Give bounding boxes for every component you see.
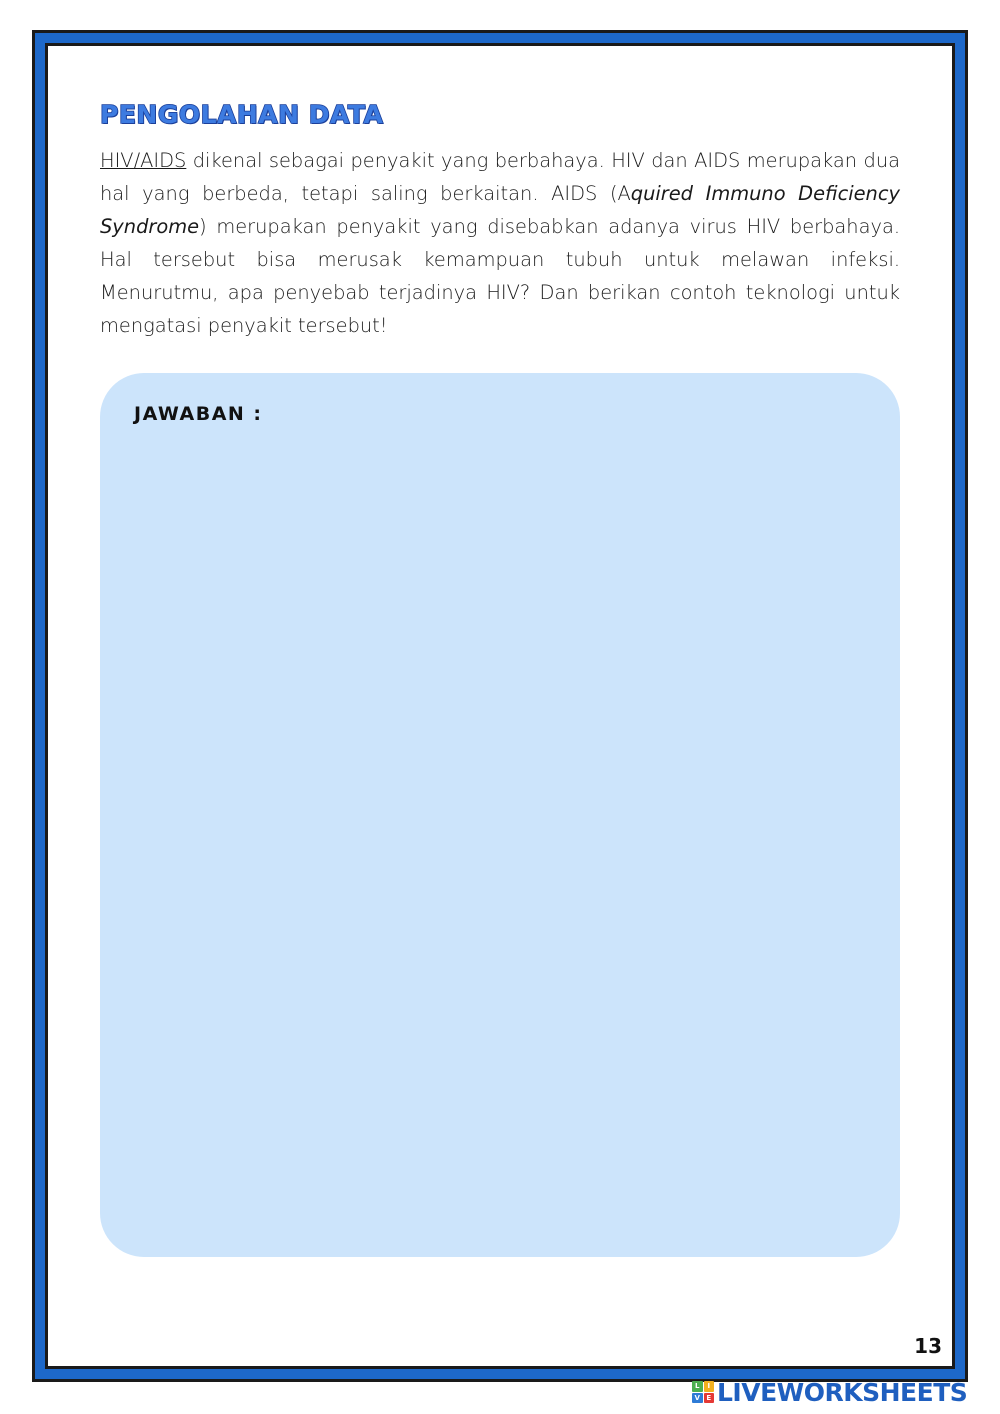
answer-label: JAWABAN : [134,403,263,425]
logo-letter-l: L [692,1381,703,1392]
page-border-inner-line [45,43,955,1369]
paragraph-text-1: dikenal sebagai penyakit yang berbahaya. HIV dan AIDS merupakan dua hal yang berbeda, tetapi saling berkaitan. AIDS (A [100,149,900,205]
logo-letter-v: V [692,1393,703,1404]
hiv-aids-term: HIV/AIDS [100,149,187,172]
question-paragraph [100,144,900,342]
paragraph-text-2: ) merupakan penyakit yang disebabkan adanya virus HIV berbahaya. Hal tersebut bisa merusak kemampuan tubuh untuk melawan infeksi. Menurutmu, apa penyebab terjadinya HIV? Dan berikan contoh teknologi untuk mengatasi penyakit tersebut! [100,215,900,337]
paragraph-italic-term: quired Immuno Deficiency Syndrome [100,182,900,238]
section-title: PENGOLAHAN DATA [100,100,384,129]
page-border-blue [35,33,965,1379]
logo-letter-e: E [704,1393,715,1404]
liveworksheets-logo-icon [692,1381,714,1403]
logo-letter-i: I [704,1381,715,1392]
answer-box[interactable] [100,373,900,1257]
watermark-text: LIVEWORKSHEETS [717,1377,968,1407]
page-number: 13 [914,1334,942,1358]
worksheet-page [48,46,952,1366]
page-frame [32,30,968,1382]
liveworksheets-watermark [692,1378,992,1406]
